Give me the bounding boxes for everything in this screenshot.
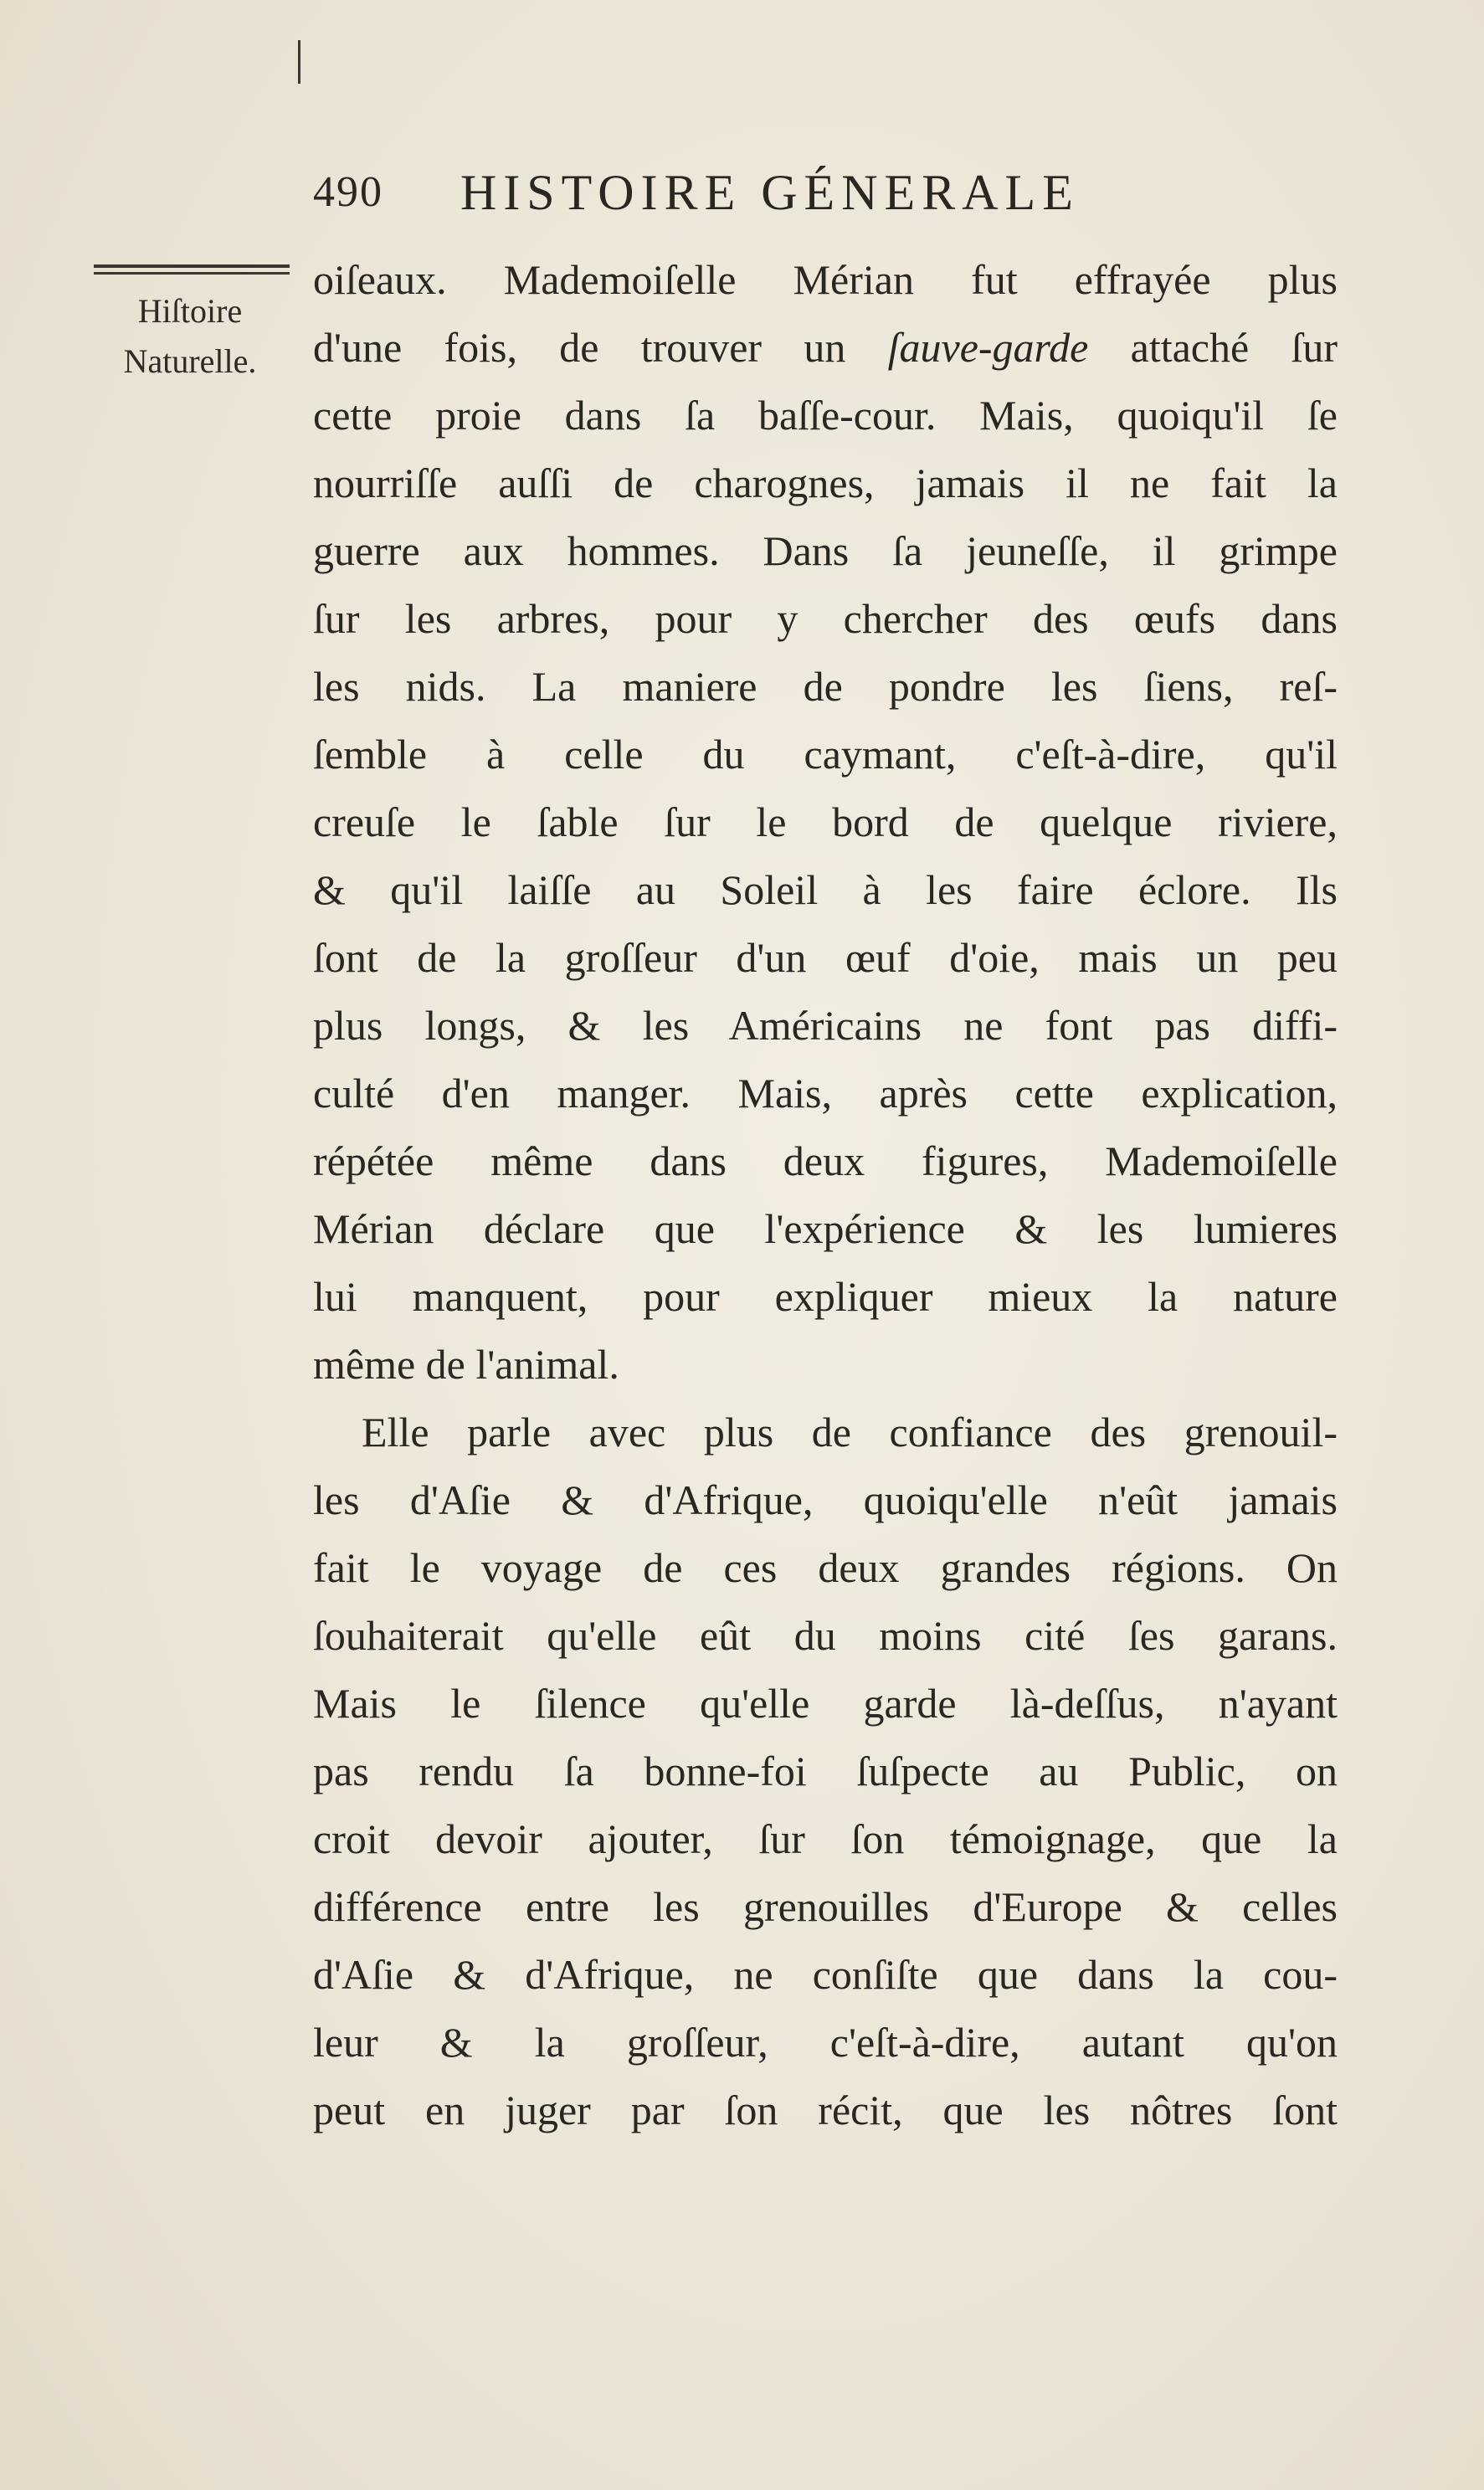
text-segment: d'une fois, de trouver un (313, 324, 888, 371)
text-line: les d'Aſie & d'Afrique, quoiqu'elle n'eût jamais (313, 1476, 1338, 1523)
text-segment: attaché ſur (1088, 324, 1338, 371)
running-title: HISTOIRE GÉNERALE (460, 165, 1080, 220)
text-line: creuſe le ſable ſur le bord de quelque riviere, (313, 798, 1338, 845)
text-line: ſont de la groſſeur d'un œuf d'oie, mais un peu (313, 934, 1338, 981)
text-line: & qu'il laiſſe au Soleil à les faire éclore. Ils (313, 866, 1338, 913)
gutter-mark (298, 40, 300, 84)
text-line: différence entre les grenouilles d'Europe & celles (313, 1883, 1338, 1930)
text-line: fait le voyage de ces deux grandes régions. On (313, 1544, 1338, 1591)
margin-rule (94, 264, 290, 275)
text-line: Mais le ſilence qu'elle garde là-deſſus, n'ayant (313, 1680, 1338, 1727)
text-line: répétée même dans deux figures, Mademoiſelle (313, 1137, 1338, 1184)
text-line: culté d'en manger. Mais, après cette explication, (313, 1070, 1338, 1117)
body-text (313, 246, 1338, 2144)
text-line: peut en juger par ſon récit, que les nôtres ſont (313, 2087, 1338, 2133)
text-line: croit devoir ajouter, ſur ſon témoignage, que la (313, 1815, 1338, 1862)
italic-term: ſauve-garde (887, 324, 1089, 371)
margin-note (77, 286, 303, 387)
text-line: oiſeaux. Mademoiſelle Mérian fut effrayée plus (313, 256, 1338, 303)
text-line: plus longs, & les Américains ne font pas diffi- (313, 1002, 1338, 1049)
text-line: cette proie dans ſa baſſe-cour. Mais, quoiqu'il ſe (313, 392, 1338, 439)
text-line: Elle parle avec plus de confiance des grenouil- (362, 1409, 1338, 1455)
text-line: leur & la groſſeur, c'eſt-à-dire, autant qu'on (313, 2019, 1338, 2066)
text-line: ſouhaiterait qu'elle eût du moins cité ſes garans. (313, 1612, 1338, 1659)
running-head (313, 159, 1326, 226)
text-line: lui manquent, pour expliquer mieux la nature (313, 1273, 1338, 1320)
margin-note-line-1: Hiſtoire (137, 292, 243, 330)
margin-note-line-2: Naturelle. (123, 342, 257, 380)
page-number: 490 (313, 168, 383, 216)
text-line: pas rendu ſa bonne-foi ſuſpecte au Public, on (313, 1748, 1338, 1794)
text-line: même de l'animal. (313, 1341, 619, 1388)
text-line (313, 314, 1338, 382)
text-line: ſemble à celle du caymant, c'eſt-à-dire, qu'il (313, 731, 1338, 778)
text-line: les nids. La maniere de pondre les ſiens, reſ- (313, 663, 1338, 710)
text-line: guerre aux hommes. Dans ſa jeuneſſe, il grimpe (313, 527, 1338, 574)
text-line: Mérian déclare que l'expérience & les lumieres (313, 1205, 1338, 1252)
text-line: nourriſſe auſſi de charognes, jamais il ne fait la (313, 459, 1338, 506)
text-line: ſur les arbres, pour y chercher des œufs dans (313, 595, 1338, 642)
text-line: d'Aſie & d'Afrique, ne conſiſte que dans la cou- (313, 1951, 1338, 1998)
